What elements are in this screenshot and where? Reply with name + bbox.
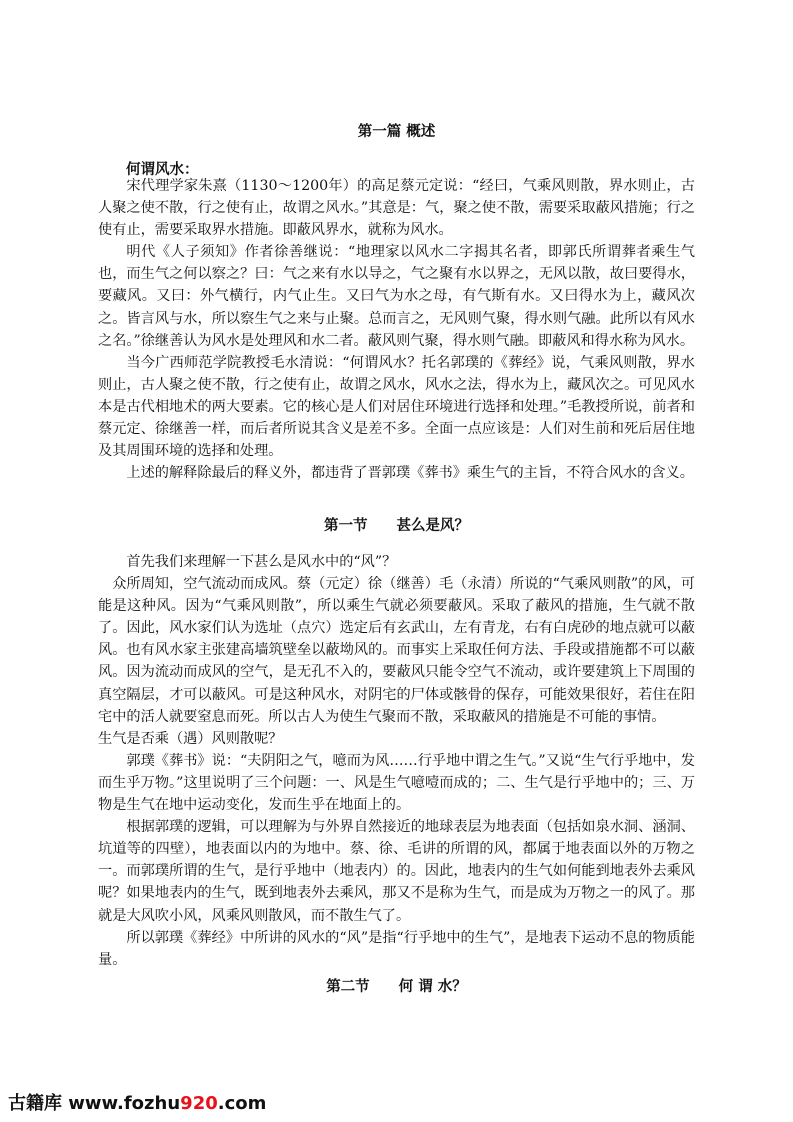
intro-body xyxy=(98,175,695,484)
footer-site-name: 古籍库 xyxy=(8,1093,69,1114)
section-2-heading: 第二节 何 谓 水？ xyxy=(326,979,467,995)
intro-paragraph-3: 当今广西师范学院教授毛水清说：“何谓风水？托名郭璞的《葬经》说，气乘风则散，界水则止，古人聚之使不散，行之使有止，故谓之风水，风水之法，得水为上，藏风次之。可见风水本是古代相地术的两大要素。它的核心是人们对居住环境进行选择和处理。”毛教授所说，前者和蔡元定、徐继善一样，而后者所说其含义是差不多。全面一点应该是：人们对生前和死后居住地及其周围环境的选择和处理。 xyxy=(98,354,695,460)
intro-paragraph-4: 上述的解释除最后的释义外，都违背了晋郭璞《葬书》乘生气的主旨，不符合风水的含义。 xyxy=(126,465,694,482)
watermark-footer xyxy=(8,1089,266,1115)
section-1-body xyxy=(98,551,695,971)
section-1-paragraph-2: 众所周知，空气流动而成风。蔡（元定）徐（继善）毛（永清）所说的“气乘风则散”的风，可能是这种风。因为“气乘风则散”，所以乘生气就必须要蔽风。采取了蔽风的措施，生气就不散了。因此，风水家们认为选址（点穴）选定后有玄武山，左有青龙，右有白虎砂的地点就可以蔽风。也有风水家主张建高墙筑壁垒以蔽坳风的。而事实上采取任何方法、手段或措施都不可以蔽风。因为流动而成风的空气，是无孔不入的，要蔽风只能令空气不流动，或许要建筑上下周围的真空隔层，才可以蔽风。可是这种风水，对阴宅的尸体或骸骨的保存，可能效果很好，若住在阳宅中的活人就要窒息而死。所以古人为使生气聚而不散，采取蔽风的措施是不可能的事情。 xyxy=(98,576,695,725)
intro-paragraph-1: 宋代理学家朱熹（1130～1200年）的高足蔡元定说：“经曰，气乘风则散，界水则止，古人聚之使不散，行之使有止，故谓之风水。”其意是：气，聚之使不散，需要采取蔽风措施；行之使有止，需要采取界水措施。即蔽风界水，就称为风水。 xyxy=(98,178,695,239)
section-1-paragraph-1: 首先我们来理解一下甚么是风水中的“风”？ xyxy=(126,554,397,570)
intro-heading: 何谓风水： xyxy=(126,162,199,178)
footer-url-prefix: www.fozhu xyxy=(68,1093,181,1114)
section-1-paragraph-3: 生气是否乘（遇）风则散呢？ xyxy=(98,730,283,747)
section-1-paragraph-4: 郭璞《葬书》说：“夫阴阳之气，噫而为风……行乎地中谓之生气。”又说“生气行乎地中，发而生乎万物。”这里说明了三个问题：一、风是生气噫噎而成的；二、生气是行乎地中的；三、万物是生气在地中运动变化，发而生乎在地面上的。 xyxy=(98,752,695,814)
intro-paragraph-2: 明代《人子须知》作者徐善继说：“地理家以风水二字揭其名者，即郭氏所谓葬者乘生气也，而生气之何以察之？曰：气之来有水以导之，气之聚有水以界之，无风以散，故曰要得水，要藏风。又曰：外气横行，内气止生。又曰气为水之母，有气斯有水。又曰得水为上，藏风次之。皆言风与水，所以察生气之来与止聚。总而言之，无风则气聚，得水则气融。此所以有风水之名。”徐继善认为风水是处理风和水二者。蔽风则气聚，得水则气融。即蔽风和得水称为风水。 xyxy=(98,244,695,349)
section-1-heading: 第一节 甚么是风？ xyxy=(324,518,469,534)
footer-url-suffix: .com xyxy=(217,1093,267,1114)
section-1-paragraph-5: 根据郭璞的逻辑，可以理解为与外界自然接近的地球表层为地表面（包括如泉水洞、涵洞、坑道等的四壁），地表面以内的为地中。蔡、徐、毛讲的所谓的风，都属于地表面以外的万物之一。而郭璞所谓的生气，是行乎地中（地表内）的。因此，地表内的生气如何能到地表外去乘风呢？如果地表内的生气，既到地表外去乘风，那又不是称为生气，而是成为万物之一的风了。那就是大风吹小风，风乘风则散风，而不散生气了。 xyxy=(98,819,695,924)
page-title: 第一篇 概述 xyxy=(357,124,436,140)
section-1-paragraph-6: 所以郭璞《葬经》中所讲的风水的“风”是指“行乎地中的生气”，是地表下运动不息的物质能量。 xyxy=(98,929,695,968)
footer-url-number: 920 xyxy=(180,1093,218,1114)
